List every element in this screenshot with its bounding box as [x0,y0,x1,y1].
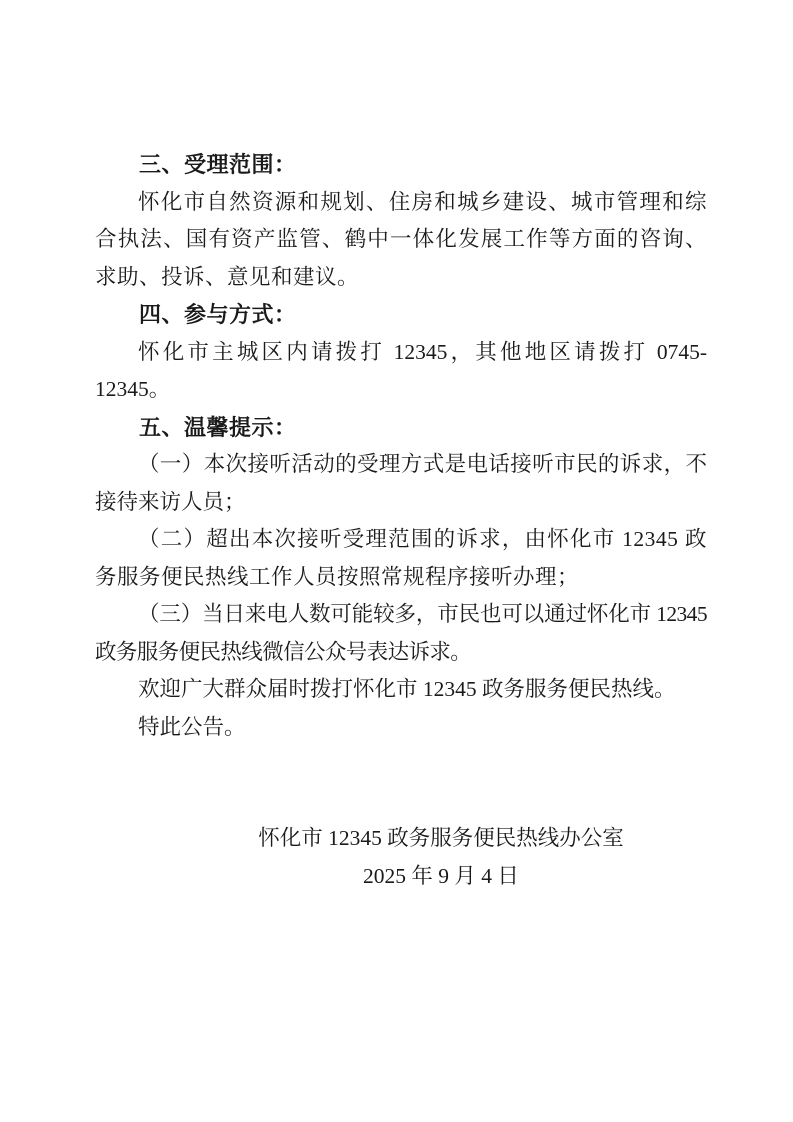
section-heading-friendly-tips: 五、温馨提示： [139,414,297,440]
signature-office-name: 怀化市 12345 政务服务便民热线办公室 [258,826,624,850]
signature-block [95,820,707,895]
section-heading-acceptance-scope: 三、受理范围： [139,152,297,177]
paragraph-closing-welcome: 欢迎广大群众届时拨打怀化市 12345 政务服务便民热线。 [138,677,676,701]
paragraph-tip-3: （三）当日来电人数可能较多，市民也可以通过怀化市 12345 政务服务便民热线微信公众号表达诉求。 [95,602,707,664]
paragraph-closing-notice: 特此公告。 [138,714,246,739]
section-heading-participation-method: 四、参与方式： [139,302,297,327]
notice-document [95,146,707,895]
paragraph-tip-1: （一）本次接听活动的受理方式是电话接听市民的诉求，不接待来访人员； [95,452,707,514]
signature-date: 2025 年 9 月 4 日 [363,863,519,888]
paragraph-tip-2: （二）超出本次接听受理范围的诉求，由怀化市 12345 政务服务便民热线工作人员按照常规程序接听办理； [95,527,707,589]
paragraph-acceptance-scope: 怀化市自然资源和规划、住房和城乡建设、城市管理和综合执法、国有资产监管、鹤中一体化发展工作等方面的咨询、求助、投诉、意见和建议。 [95,189,707,289]
paragraph-participation-method: 怀化市主城区内请拨打 12345，其他地区请拨打 0745-12345。 [95,339,707,401]
